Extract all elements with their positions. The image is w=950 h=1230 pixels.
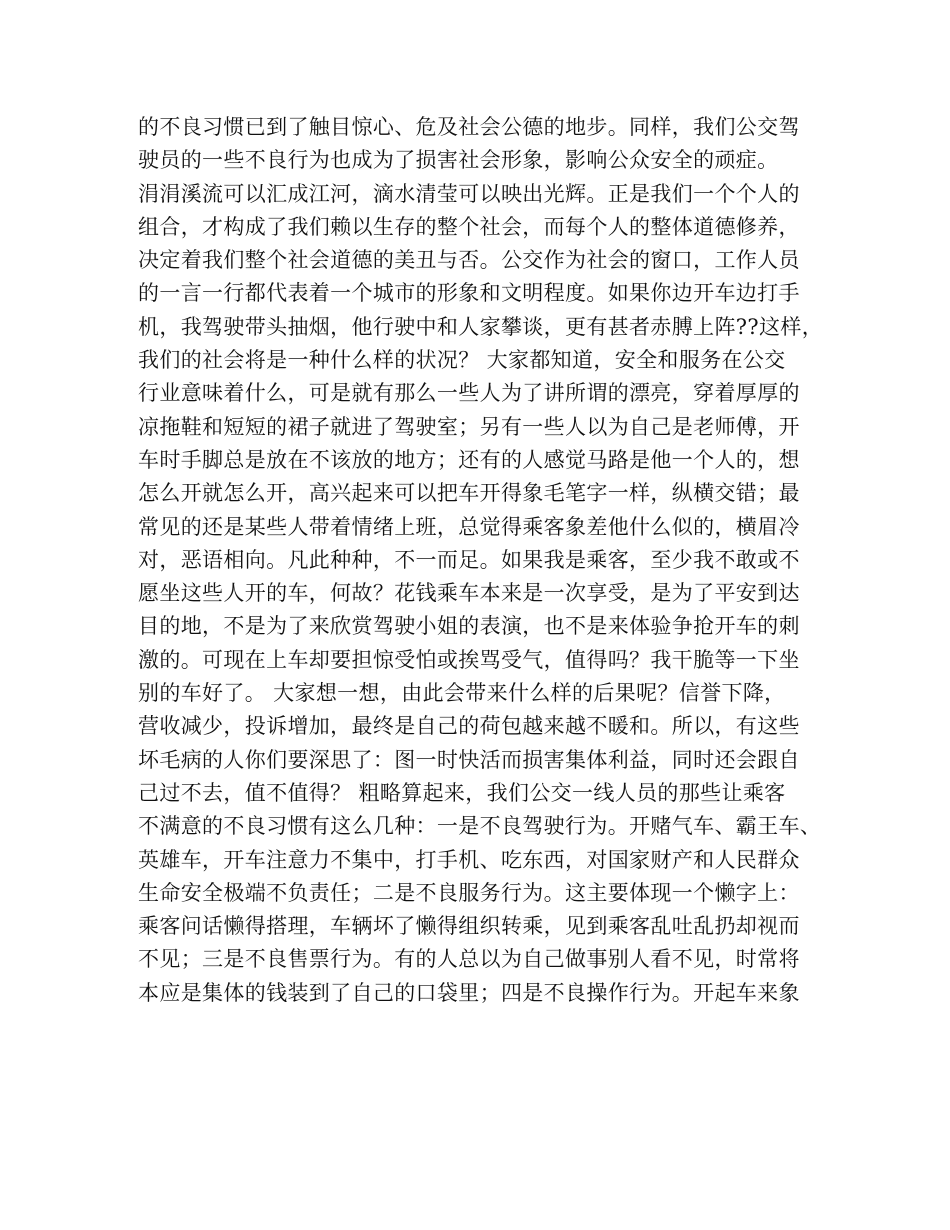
text-line-17: 激的。可现在上车却要担惊受怕或挨骂受气，值得吗？我干脆等一下坐 bbox=[138, 647, 800, 672]
text-line-2: 驶员的一些不良行为也成为了损害社会形象，影响公众安全的顽症。 bbox=[138, 148, 779, 173]
text-line-19: 营收减少，投诉增加，最终是自己的荷包越来越不暖和。所以，有这些 bbox=[138, 714, 800, 739]
text-line-8: 我们的社会将是一种什么样的状况？ 大家都知道，安全和服务在公交 bbox=[138, 348, 786, 373]
text-line-16: 目的地，不是为了来欣赏驾驶小姐的表演，也不是来体验争抢开车的刺 bbox=[138, 614, 800, 639]
text-line-27: 本应是集体的钱装到了自己的口袋里；四是不良操作行为。开起车来象 bbox=[138, 980, 800, 1005]
text-line-25: 乘客问话懒得搭理，车辆坏了懒得组织转乘，见到乘客乱吐乱扔却视而 bbox=[138, 914, 800, 939]
text-line-13: 常见的还是某些人带着情绪上班，总觉得乘客象差他什么似的，横眉冷 bbox=[138, 514, 800, 539]
text-line-20: 坏毛病的人你们要深思了：图一时快活而损害集体利益，同时还会跟自 bbox=[138, 747, 800, 772]
text-line-18: 别的车好了。 大家想一想，由此会带来什么样的后果呢？信誉下降， bbox=[138, 681, 786, 706]
text-line-26: 不见；三是不良售票行为。有的人总以为自己做事别人看不见，时常将 bbox=[138, 947, 800, 972]
text-line-24: 生命安全极端不负责任；二是不良服务行为。这主要体现一个懒字上： bbox=[138, 880, 800, 905]
text-line-21: 己过不去，值不值得？ 粗略算起来，我们公交一线人员的那些让乘客 bbox=[138, 780, 786, 805]
text-line-22: 不满意的不良习惯有这么几种：一是不良驾驶行为。开赌气车、霸王车、 bbox=[138, 814, 822, 839]
text-line-12: 怎么开就怎么开，高兴起来可以把车开得象毛笔字一样，纵横交错；最 bbox=[138, 481, 800, 506]
text-line-4: 组合，才构成了我们赖以生存的整个社会，而每个人的整体道德修养， bbox=[138, 214, 800, 239]
text-line-23: 英雄车，开车注意力不集中，打手机、吃东西，对国家财产和人民群众 bbox=[138, 847, 800, 872]
text-line-10: 凉拖鞋和短短的裙子就进了驾驶室；另有一些人以为自己是老师傅，开 bbox=[138, 414, 800, 439]
text-line-11: 车时手脚总是放在不该放的地方；还有的人感觉马路是他一个人的，想 bbox=[138, 447, 800, 472]
body-text bbox=[138, 111, 828, 1010]
text-line-15: 愿坐这些人开的车，何故？花钱乘车本来是一次享受，是为了平安到达 bbox=[138, 581, 800, 606]
text-line-5: 决定着我们整个社会道德的美丑与否。公交作为社会的窗口，工作人员 bbox=[138, 248, 800, 273]
text-line-6: 的一言一行都代表着一个城市的形象和文明程度。如果你边开车边打手 bbox=[138, 281, 800, 306]
text-line-7: 机，我驾驶带头抽烟，他行驶中和人家攀谈，更有甚者赤膊上阵??这样， bbox=[138, 314, 824, 339]
text-line-9: 行业意味着什么，可是就有那么一些人为了讲所谓的漂亮，穿着厚厚的 bbox=[138, 381, 800, 406]
text-line-14: 对，恶语相向。凡此种种，不一而足。如果我是乘客，至少我不敢或不 bbox=[138, 547, 800, 572]
text-line-3: 涓涓溪流可以汇成江河，滴水清莹可以映出光辉。正是我们一个个人的 bbox=[138, 181, 800, 206]
text-line-1: 的不良习惯已到了触目惊心、危及社会公德的地步。同样，我们公交驾 bbox=[138, 115, 800, 139]
